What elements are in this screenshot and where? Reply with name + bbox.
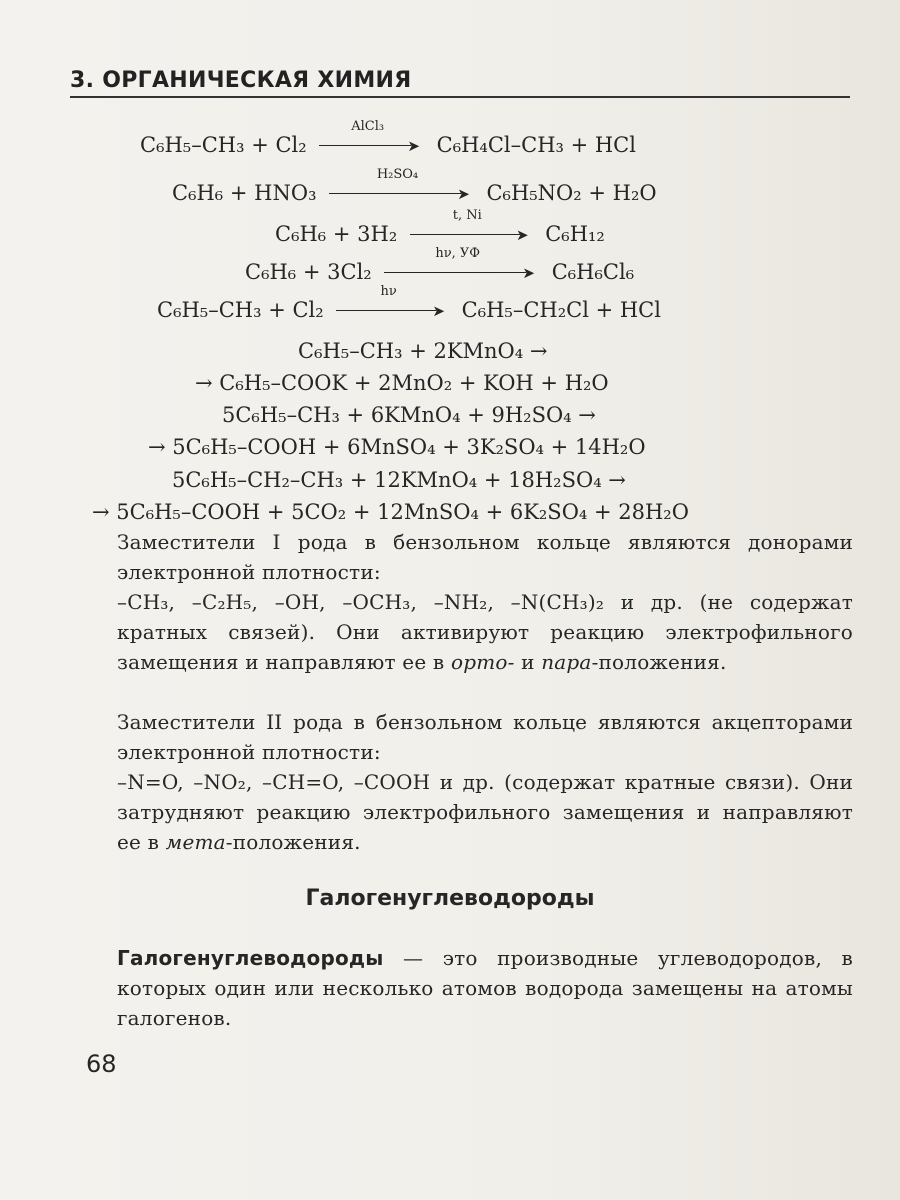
equation-3-left: C₆H₆ + 3H₂ (275, 222, 398, 246)
definition-text: — это производные углеводородов, в которых один или несколько атомов водорода замещены на атомы галогенов. (117, 946, 853, 1030)
equation-5-left: C₆H₅–CH₃ + Cl₂ (157, 298, 324, 322)
header-rule (70, 96, 850, 98)
paragraph-2-and: и (514, 650, 542, 674)
para-term: пара (541, 650, 592, 674)
page-number: 68 (86, 1050, 117, 1078)
equation-4-left: C₆H₆ + 3Cl₂ (245, 260, 372, 284)
equation-6-line-2: → C₆H₅–COOK + 2MnO₂ + KOH + H₂O (195, 371, 609, 395)
equation-8-line-2: → 5C₆H₅–COOH + 5CO₂ + 12MnSO₄ + 6K₂SO₄ + 28H₂O (92, 500, 689, 524)
paragraph-2-end: -положения. (591, 650, 727, 674)
equation-1 (140, 119, 636, 157)
equation-5-right: C₆H₅–CH₂Cl + HCl (461, 298, 661, 322)
paragraph-substituents-2-list (117, 767, 853, 857)
equation-4 (245, 246, 635, 284)
equation-5-condition: hν (380, 284, 397, 299)
equation-1-right: C₆H₄Cl–CH₃ + HCl (436, 133, 636, 157)
reaction-arrow-icon: H₂SO₄ ➤ (329, 183, 474, 204)
reaction-arrow-icon: hν, УФ ➤ (384, 262, 539, 283)
reaction-arrow-icon: t, Ni ➤ (410, 224, 533, 245)
equation-1-condition: AlCl₃ (351, 119, 385, 134)
paragraph-substituents-1 (117, 527, 853, 587)
meta-term: мета (165, 830, 226, 854)
equation-2 (172, 167, 657, 205)
orto-term: орто- (450, 650, 515, 674)
paragraph-1-text: Заместители I рода в бензольном кольце являются донорами электронной плотности: (117, 530, 853, 584)
paragraph-3-text: Заместители II рода в бензольном кольце являются акцепторами электронной плотности: (117, 710, 853, 764)
reaction-arrow-icon: hν ➤ (336, 300, 449, 321)
paragraph-substituents-1-list (117, 587, 853, 677)
reaction-arrow-icon: AlCl₃ ➤ (319, 135, 424, 156)
paragraph-4-end: -положения. (225, 830, 361, 854)
chapter-header: 3. ОРГАНИЧЕСКАЯ ХИМИЯ (70, 68, 412, 93)
equation-2-left: C₆H₆ + HNO₃ (172, 181, 317, 205)
paragraph-substituents-2 (117, 707, 853, 767)
definition-paragraph (117, 943, 853, 1033)
equation-1-left: C₆H₅–CH₃ + Cl₂ (140, 133, 307, 157)
equation-5 (157, 284, 661, 322)
definition-term: Галогенуглеводороды (117, 946, 384, 970)
equation-7-line-2: → 5C₆H₅–COOH + 6MnSO₄ + 3K₂SO₄ + 14H₂O (148, 435, 646, 459)
equation-7-line-1: 5C₆H₅–CH₃ + 6KMnO₄ + 9H₂SO₄ → (222, 403, 596, 427)
equation-4-right: C₆H₆Cl₆ (551, 260, 635, 284)
equation-2-right: C₆H₅NO₂ + H₂O (486, 181, 657, 205)
equation-8-line-1: 5C₆H₅–CH₂–CH₃ + 12KMnO₄ + 18H₂SO₄ → (172, 468, 626, 492)
equation-4-condition: hν, УФ (435, 246, 481, 261)
equation-2-condition: H₂SO₄ (376, 167, 419, 182)
section-title: Галогенуглеводороды (305, 886, 595, 911)
equation-3-condition: t, Ni (452, 208, 482, 223)
paragraph-4-text: –N=O, –NO₂, –CH=O, –COOH и др. (содержат кратные связи). Они затрудняют реакцию электрофильного замещения и направляют ее в (117, 770, 853, 854)
paragraph-2-text: –CH₃, –C₂H₅, –OH, –OCH₃, –NH₂, –N(CH₃)₂ и др. (не содержат кратных связей). Они активируют реакцию электрофильного замещения и направляют ее в (117, 590, 853, 674)
equation-3 (275, 208, 605, 246)
equation-6-line-1: C₆H₅–CH₃ + 2KMnO₄ → (298, 339, 548, 363)
equation-3-right: C₆H₁₂ (545, 222, 605, 246)
